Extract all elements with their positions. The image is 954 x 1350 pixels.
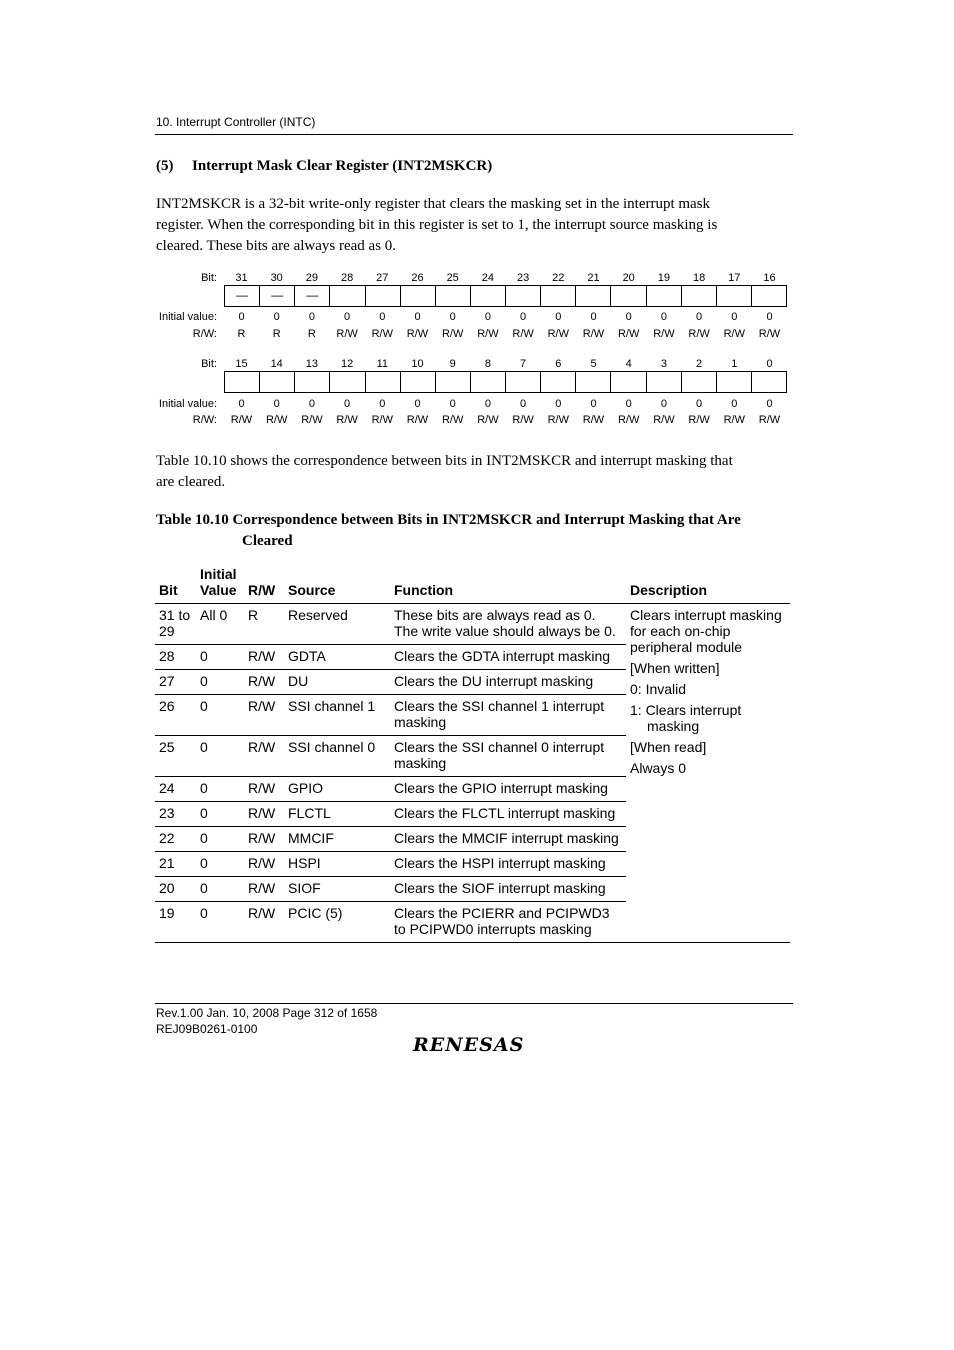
cell-initial-value: 0 (196, 670, 244, 695)
cell-source: HSPI (284, 852, 390, 877)
bit-cell (436, 372, 471, 392)
bit-number: 25 (446, 272, 459, 284)
cell-source: SSI channel 1 (284, 695, 390, 736)
bit-cell (541, 372, 576, 392)
cell-source: PCIC (5) (284, 902, 390, 943)
correspondence-table (155, 563, 790, 943)
bit-cell (611, 286, 646, 306)
cell-bit: 20 (155, 877, 196, 902)
bit-cell (682, 372, 717, 392)
section-number: (5) (156, 158, 174, 174)
initial-value: 0 (731, 398, 738, 410)
cell-rw: R/W (244, 670, 284, 695)
initial-value: 0 (238, 398, 245, 410)
cell-initial-value: 0 (196, 695, 244, 736)
bit-number: 23 (516, 272, 530, 284)
cell-bit: 27 (155, 670, 196, 695)
col-header-rw: R/W (244, 563, 284, 604)
initial-value: 0 (484, 311, 491, 323)
rw-value: R/W (653, 328, 675, 340)
cell-source: GDTA (284, 645, 390, 670)
bit-number: 1 (731, 358, 738, 370)
bit-cell (295, 372, 330, 392)
description-line: [When written] (630, 660, 720, 676)
bit-number: 26 (411, 272, 424, 284)
bit-number: 24 (481, 272, 495, 284)
register-diagram-upper (150, 272, 790, 342)
bit-cell (611, 372, 646, 392)
col-header-function: Function (390, 563, 626, 604)
bit-number: 17 (728, 272, 741, 284)
bit-number: 19 (657, 272, 671, 284)
bit-cell (506, 286, 541, 306)
initial-value: 0 (449, 398, 456, 410)
cell-rw: R/W (244, 736, 284, 777)
cell-rw: R/W (244, 852, 284, 877)
cell-source: GPIO (284, 777, 390, 802)
footer-rule (155, 1003, 793, 1004)
running-header: 10. Interrupt Controller (INTC) (156, 115, 316, 129)
cell-bit: 21 (155, 852, 196, 877)
rw-value: R/W (406, 414, 429, 426)
bit-number: 16 (763, 272, 776, 284)
bit-label: Bit: (201, 272, 217, 284)
cell-bit: 25 (155, 736, 196, 777)
initial-value: 0 (273, 311, 280, 323)
cell-initial-value: 0 (196, 736, 244, 777)
initial-value: 0 (484, 398, 491, 410)
cell-function: Clears the GPIO interrupt masking (390, 777, 626, 802)
bit-cell (752, 286, 786, 306)
renesas-logo (413, 1034, 524, 1056)
initial-value: 0 (555, 311, 562, 323)
bit-boxes (224, 371, 787, 393)
description-line: Always 0 (630, 760, 687, 776)
paragraph-line: are cleared. (156, 474, 226, 490)
description-line: 1: Clears interrupt masking (630, 702, 742, 734)
bit-cell (436, 286, 471, 306)
initial-value-label: Initial value: (158, 311, 217, 323)
rw-value: R/W (477, 414, 499, 426)
bit-cell (541, 286, 576, 306)
bit-cell (401, 286, 436, 306)
initial-value: 0 (625, 311, 632, 323)
cell-function: These bits are always read as 0. The write value should always be 0. (390, 604, 626, 645)
cell-rw: R/W (244, 877, 284, 902)
initial-value: 0 (590, 398, 597, 410)
bit-number: 18 (692, 272, 706, 284)
rw-value: R/W (265, 414, 288, 426)
rw-label: R/W: (192, 414, 217, 426)
footer-doc-number: REJ09B0261-0100 (156, 1022, 258, 1036)
initial-value: 0 (449, 311, 456, 323)
cell-initial-value: 0 (196, 645, 244, 670)
bit-cell (471, 286, 506, 306)
cell-source: FLCTL (284, 802, 390, 827)
cell-initial-value: 0 (196, 802, 244, 827)
initial-value: 0 (308, 398, 315, 410)
cell-rw: R/W (244, 827, 284, 852)
bit-number: 7 (520, 358, 527, 370)
bit-cell (682, 286, 717, 306)
rw-label: R/W: (192, 328, 217, 340)
initial-value: 0 (766, 398, 773, 410)
cell-source: SSI channel 0 (284, 736, 390, 777)
bit-number: 4 (625, 358, 632, 370)
bit-number: 9 (449, 358, 456, 370)
initial-value: 0 (379, 311, 386, 323)
rw-value: R/W (301, 414, 323, 426)
rw-value: R (272, 328, 281, 340)
initial-value: 0 (414, 311, 421, 323)
initial-value: 0 (696, 311, 703, 323)
cell-rw: R/W (244, 902, 284, 943)
bit-boxes (224, 285, 787, 307)
section-title: Interrupt Mask Clear Register (INT2MSKCR) (192, 158, 493, 174)
bit-label: Bit: (201, 358, 217, 370)
cell-rw: R/W (244, 777, 284, 802)
initial-value: 0 (696, 398, 703, 410)
bit-cell: — (225, 286, 260, 306)
bit-cell (576, 286, 611, 306)
header-rule (155, 134, 793, 135)
cell-function: Clears the MMCIF interrupt masking (390, 827, 626, 852)
bit-number: 12 (340, 358, 354, 370)
bit-cell (647, 372, 682, 392)
bit-number: 5 (590, 358, 597, 370)
rw-value: R/W (441, 414, 464, 426)
bit-cell (401, 372, 436, 392)
cell-initial-value: All 0 (196, 604, 244, 645)
rw-value: R/W (758, 328, 781, 340)
rw-value: R/W (547, 414, 569, 426)
bit-number: 28 (340, 272, 354, 284)
rw-value: R/W (617, 328, 640, 340)
bit-cell: — (295, 286, 330, 306)
rw-value: R/W (406, 328, 429, 340)
initial-value: 0 (520, 398, 527, 410)
cell-initial-value: 0 (196, 852, 244, 877)
cell-initial-value: 0 (196, 827, 244, 852)
rw-value: R/W (477, 328, 499, 340)
cell-bit: 31 to 29 (155, 604, 196, 645)
bit-number: 6 (555, 358, 562, 370)
rw-value: R/W (441, 328, 464, 340)
rw-value: R/W (617, 414, 640, 426)
rw-value: R/W (371, 414, 393, 426)
col-header-initial-line2: Value (200, 582, 237, 598)
cell-source: SIOF (284, 877, 390, 902)
rw-value: R (307, 328, 316, 340)
rw-value: R/W (688, 414, 710, 426)
initial-value: 0 (555, 398, 562, 410)
bit-number: 3 (660, 358, 667, 370)
cell-rw: R/W (244, 645, 284, 670)
rw-value: R/W (547, 328, 569, 340)
bit-number: 0 (766, 358, 773, 370)
bit-cell (366, 286, 401, 306)
rw-value: R/W (758, 414, 781, 426)
cell-function: Clears the SSI channel 1 interrupt masking (390, 695, 626, 736)
section-heading (156, 158, 492, 175)
cell-bit: 26 (155, 695, 196, 736)
paragraph-line: INT2MSKCR is a 32-bit write-only register that clears the masking set in the interrupt mask (156, 196, 711, 212)
initial-value: 0 (520, 311, 527, 323)
bit-number: 15 (235, 358, 248, 370)
initial-value: 0 (344, 398, 351, 410)
paragraph-line: Table 10.10 shows the correspondence between bits in INT2MSKCR and interrupt masking that (156, 453, 733, 469)
bit-number: 22 (552, 272, 565, 284)
cell-bit: 19 (155, 902, 196, 943)
initial-value: 0 (731, 311, 738, 323)
cell-initial-value: 0 (196, 777, 244, 802)
bit-cell (752, 372, 786, 392)
bit-cell (366, 372, 401, 392)
intro-paragraph (156, 194, 796, 257)
cell-rw: R/W (244, 695, 284, 736)
bit-number: 8 (484, 358, 491, 370)
cell-function: Clears the DU interrupt masking (390, 670, 626, 695)
rw-value: R/W (512, 414, 534, 426)
table-title-line: Cleared (242, 533, 293, 549)
cell-source: Reserved (284, 604, 390, 645)
bit-number: 21 (587, 272, 600, 284)
bit-cell (330, 286, 365, 306)
bit-number: 14 (270, 358, 283, 370)
rw-value: R/W (688, 328, 710, 340)
rw-value: R (237, 328, 246, 340)
initial-value: 0 (414, 398, 421, 410)
table-intro-paragraph (156, 451, 796, 493)
rw-value: R/W (336, 414, 358, 426)
page-footer (156, 1005, 377, 1037)
table-row (155, 604, 790, 645)
bit-cell (506, 372, 541, 392)
cell-rw: R/W (244, 802, 284, 827)
table-header-row (155, 563, 790, 604)
table-title (156, 510, 796, 552)
bit-cell (330, 372, 365, 392)
cell-function: Clears the GDTA interrupt masking (390, 645, 626, 670)
bit-number: 2 (696, 358, 703, 370)
description-line: Clears interrupt masking for each on-chip peripheral module (630, 607, 782, 655)
initial-value: 0 (273, 398, 280, 410)
initial-value: 0 (625, 398, 632, 410)
description-line: 0: Invalid (630, 681, 687, 697)
paragraph-line: cleared. These bits are always read as 0. (156, 238, 397, 254)
initial-value: 0 (766, 311, 773, 323)
col-header-initial-line1: Initial (200, 566, 237, 582)
rw-value: R/W (653, 414, 675, 426)
initial-value: 0 (379, 398, 386, 410)
logo-text: RENESAS (413, 1034, 525, 1056)
bit-number: 29 (305, 272, 319, 284)
rw-value: R/W (230, 414, 253, 426)
bit-cell (576, 372, 611, 392)
initial-value: 0 (344, 311, 351, 323)
col-header-source: Source (284, 563, 390, 604)
bit-number: 13 (305, 358, 319, 370)
cell-rw: R (244, 604, 284, 645)
description-line: [When read] (630, 739, 707, 755)
initial-value: 0 (590, 311, 597, 323)
bit-number: 31 (235, 272, 248, 284)
cell-function: Clears the PCIERR and PCIPWD3 to PCIPWD0 interrupts masking (390, 902, 626, 943)
initial-value: 0 (238, 311, 245, 323)
bit-number: 20 (622, 272, 635, 284)
initial-value: 0 (308, 311, 315, 323)
rw-value: R/W (582, 414, 605, 426)
register-diagram-lower (150, 358, 790, 428)
cell-source: MMCIF (284, 827, 390, 852)
cell-bit: 23 (155, 802, 196, 827)
bit-number: 30 (270, 272, 283, 284)
cell-function: Clears the FLCTL interrupt masking (390, 802, 626, 827)
bit-cell (260, 372, 295, 392)
col-header-bit: Bit (155, 563, 196, 604)
bit-cell: — (260, 286, 295, 306)
rw-value: R/W (512, 328, 534, 340)
initial-value: 0 (660, 398, 667, 410)
paragraph-line: register. When the corresponding bit in this register is set to 1, the interrupt source masking is (156, 217, 718, 233)
bit-cell (225, 372, 260, 392)
rw-value: R/W (336, 328, 358, 340)
col-header-initial-value (196, 563, 244, 604)
rw-value: R/W (723, 414, 745, 426)
bit-cell (717, 372, 752, 392)
cell-function: Clears the SIOF interrupt masking (390, 877, 626, 902)
table-title-line: Table 10.10 Correspondence between Bits in INT2MSKCR and Interrupt Masking that Are (156, 512, 741, 528)
rw-value: R/W (371, 328, 393, 340)
cell-source: DU (284, 670, 390, 695)
initial-value: 0 (660, 311, 667, 323)
rw-value: R/W (723, 328, 745, 340)
cell-bit: 24 (155, 777, 196, 802)
bit-number: 10 (411, 358, 424, 370)
cell-function: Clears the HSPI interrupt masking (390, 852, 626, 877)
bit-cell (647, 286, 682, 306)
cell-bit: 22 (155, 827, 196, 852)
cell-initial-value: 0 (196, 902, 244, 943)
footer-revision: Rev.1.00 Jan. 10, 2008 Page 312 of 1658 (156, 1006, 378, 1020)
col-header-description: Description (626, 563, 790, 604)
bit-cell (471, 372, 506, 392)
bit-number: 11 (376, 358, 388, 370)
cell-bit: 28 (155, 645, 196, 670)
bit-number: 27 (376, 272, 389, 284)
cell-function: Clears the SSI channel 0 interrupt masking (390, 736, 626, 777)
cell-initial-value: 0 (196, 877, 244, 902)
rw-value: R/W (582, 328, 605, 340)
bit-cell (717, 286, 752, 306)
cell-description (626, 604, 790, 943)
initial-value-label: Initial value: (158, 398, 217, 410)
